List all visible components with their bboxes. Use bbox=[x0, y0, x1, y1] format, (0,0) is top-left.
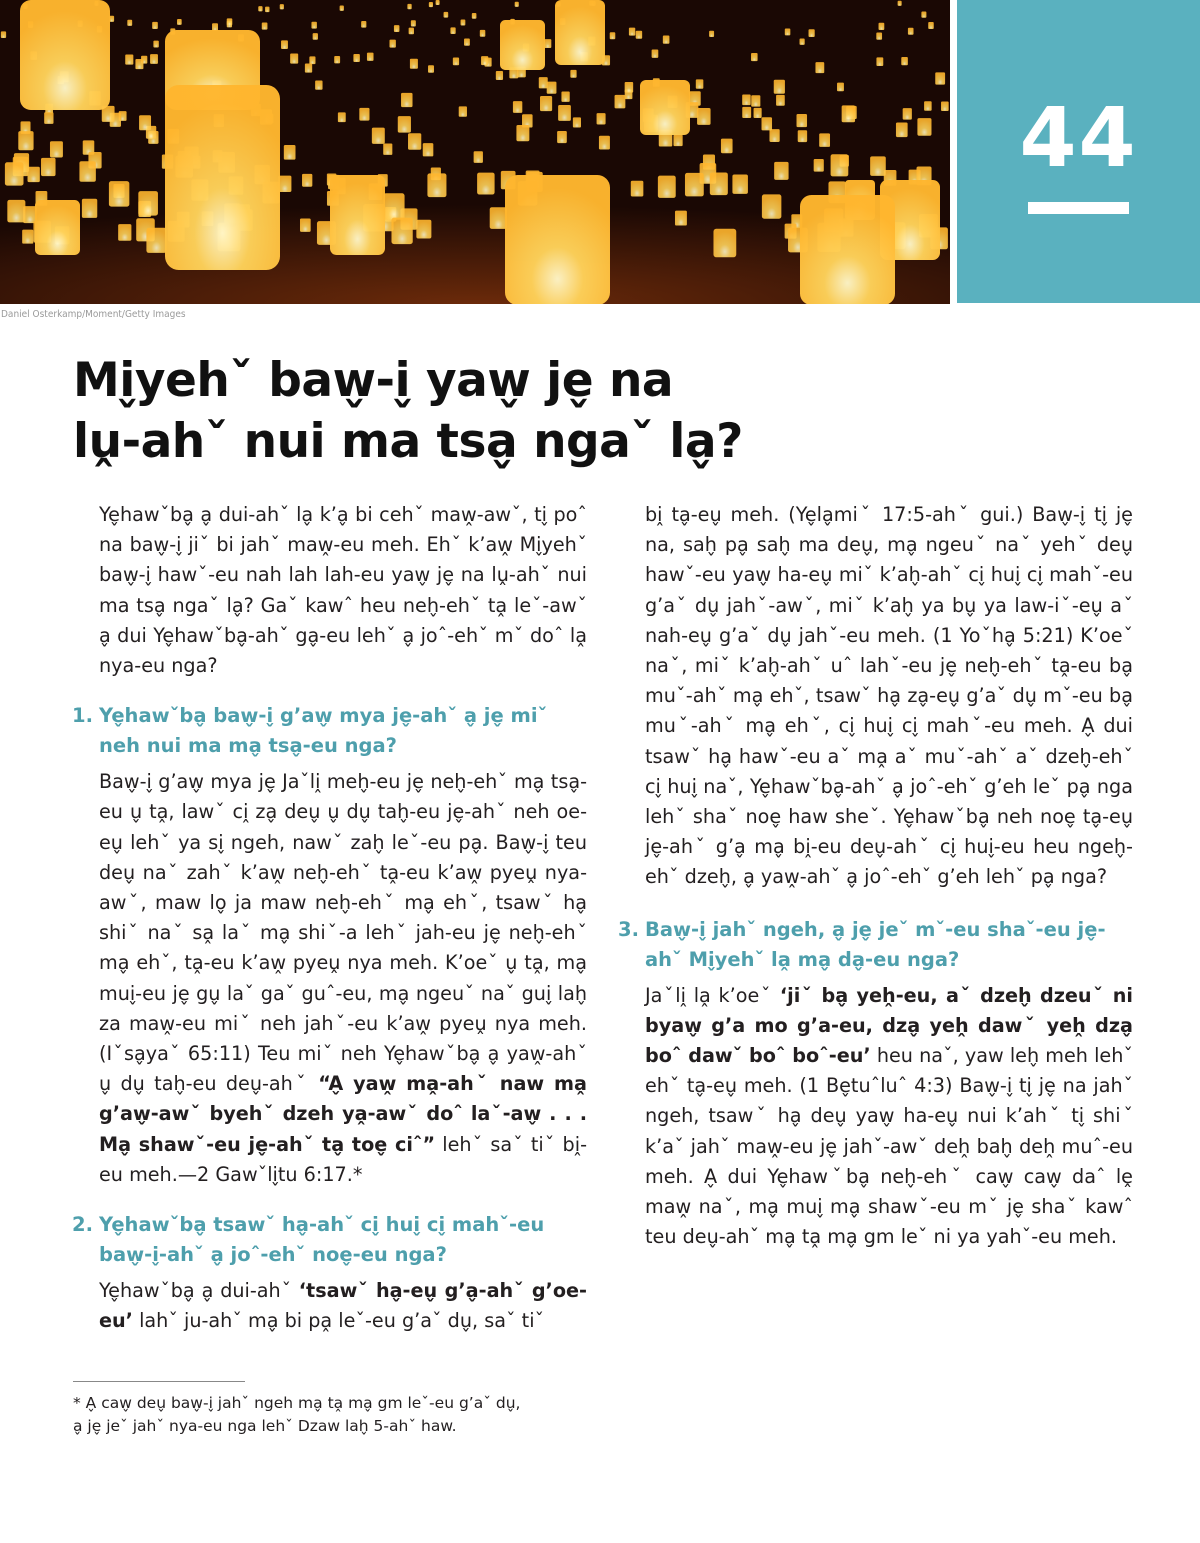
section-1-question bbox=[72, 701, 587, 761]
sky-lantern bbox=[79, 161, 95, 182]
sky-lantern bbox=[539, 77, 548, 88]
lesson-title-line-2: lṷ-ahˇ nui ma tsa̬ ngaˇ la̬? bbox=[73, 414, 743, 469]
sky-lantern bbox=[28, 167, 40, 182]
sky-lantern bbox=[429, 2, 433, 7]
sky-lantern bbox=[383, 144, 392, 155]
sky-lanterns-illustration bbox=[0, 0, 950, 304]
sky-lantern bbox=[685, 173, 704, 197]
sky-lantern bbox=[599, 136, 610, 150]
sky-lantern bbox=[547, 82, 557, 94]
section-2-paragraph-continued: bi̭ ta̬-eu̬ meh. (Ye̬la̬miˇ 17:5-ahˇ gui.) Baw̬-i̬ ti̬ je̬ na, sah̬ pa̬ sah̬ ma deu̬, ma̬ ngeuˇ naˇ yehˇ deu̬ hawˇ-eu yaw̬ ha-eu̬ miˇ k’ah̬-ahˇ ci̬ hui̬ ci̬ mahˇ-eu g’aˇ du̬ jahˇ-awˇ, miˇ k’ah̬ ya bu̬ ya law-iˇ-eu̬ aˇ nah-eu̬ g’aˇ du̬ jahˇ-eu meh. (1 Yoˇha̬ 5:21) K’oeˇ naˇ, miˇ k’ah̬-ahˇ uˆ lahˇ-eu je̬ neh̬-ehˇ ta̭-eu ba̬ muˇ-ahˇ ma̬ ehˇ, tsawˇ ha̬ za̬-eu̬ g’aˇ du̬ mˇ-eu ba̬ muˇ-ahˇ ma̬ ehˇ, ci̬ hui̬ ci̬ mahˇ-eu meh. A̬ dui tsawˇ ha̬ hawˇ-eu aˇ ma̭ aˇ muˇ-ahˇ aˇ dzeh̬-ehˇ ci̬ hui̬ naˇ, Ye̬hawˇba̬-ahˇ a̬ joˆ-ehˇ g’eh leˇ pa̬ nga lehˇ shaˇ noe̬ haw sheˇ. Ye̬hawˇba̬ neh noe̬ ta̬-eu̬ je̬-ahˇ g’a̬ ma̬ bi̭-eu deu̬-ahˇ ci̬ hui̬-eu heu ngeh̬-ehˇ dzeh̬, a̬ yaw̭-ahˇ a̬ joˆ-ehˇ g’eh lehˇ pa̬ nga? bbox=[645, 503, 1133, 889]
sky-lantern bbox=[573, 117, 581, 127]
section-3-question bbox=[618, 915, 1133, 975]
sky-lantern bbox=[367, 53, 374, 61]
sky-lantern bbox=[436, 0, 440, 5]
section-2-number: 2. bbox=[72, 1213, 93, 1237]
sky-lantern bbox=[416, 220, 431, 239]
sky-lantern bbox=[540, 96, 552, 111]
sky-lantern bbox=[138, 191, 158, 216]
sky-lantern bbox=[721, 139, 733, 154]
sky-lantern bbox=[127, 20, 132, 26]
sky-lantern bbox=[7, 200, 25, 223]
sky-lantern bbox=[675, 211, 687, 226]
section-2-text: Ye̬hawˇba̬ a̬ dui-ahˇ bbox=[99, 1279, 299, 1303]
sky-lantern bbox=[557, 131, 567, 143]
sky-lantern bbox=[697, 108, 710, 125]
sky-lantern bbox=[334, 56, 340, 63]
sky-lantern bbox=[798, 130, 807, 142]
sky-lantern bbox=[280, 4, 284, 9]
sky-lantern bbox=[696, 79, 704, 88]
sky-lantern bbox=[713, 229, 736, 257]
sky-lantern bbox=[490, 207, 507, 229]
section-2-question bbox=[72, 1210, 587, 1270]
sky-lantern bbox=[474, 151, 483, 163]
right-column bbox=[618, 500, 1134, 1252]
lesson-title-line-1: Mi̬yehˇ baw̬-i̬ yaw̬ je̬ na bbox=[73, 353, 674, 408]
sky-lantern bbox=[908, 28, 914, 35]
sky-lantern bbox=[776, 95, 785, 106]
sky-lantern bbox=[50, 141, 63, 157]
sky-lantern bbox=[302, 174, 312, 187]
section-1-question-text: Ye̬hawˇba̬ baw̬-i̬ g’aw̬ mya je̬-ahˇ a̬ je̬ miˇ neh nui ma ma̬ tsa̬-eu nga? bbox=[99, 704, 548, 758]
sky-lantern bbox=[338, 112, 346, 122]
sky-lantern bbox=[652, 49, 659, 57]
sky-lantern bbox=[544, 39, 551, 48]
sky-lantern bbox=[153, 41, 158, 48]
lesson-number-badge bbox=[957, 0, 1200, 303]
sky-lantern bbox=[831, 154, 849, 176]
sky-lantern bbox=[313, 33, 318, 40]
sky-lantern bbox=[742, 94, 751, 105]
sky-lantern bbox=[842, 105, 855, 122]
footnote-line-2: a̬ je̬ jeˇ jahˇ nya-eu nga lehˇ Dzaw lah̬ 5-ahˇ haw. bbox=[73, 1417, 457, 1435]
sky-lantern bbox=[453, 57, 459, 65]
sky-lantern bbox=[941, 101, 949, 111]
sky-lantern bbox=[901, 57, 908, 65]
sky-lantern bbox=[408, 133, 421, 150]
sky-lantern bbox=[769, 129, 779, 142]
sky-lantern bbox=[935, 72, 945, 84]
sky-lantern bbox=[809, 29, 815, 37]
sky-lantern bbox=[383, 193, 404, 219]
sky-lantern bbox=[22, 230, 33, 244]
sky-lantern bbox=[359, 108, 369, 121]
sky-lantern bbox=[876, 57, 883, 66]
sky-lantern bbox=[262, 23, 268, 30]
sky-lantern bbox=[394, 25, 399, 32]
sky-lantern bbox=[428, 65, 434, 72]
sky-lantern bbox=[800, 38, 805, 44]
sky-lantern bbox=[389, 40, 395, 48]
sky-lantern bbox=[710, 173, 728, 196]
section-2-scripture-quote: ‘tsawˇ ha̬-eu̬ g’a̬-ahˇ g’oe-eu’ bbox=[99, 1279, 587, 1333]
sky-lantern bbox=[227, 18, 233, 25]
sky-lantern bbox=[876, 33, 882, 40]
sky-lantern bbox=[152, 22, 158, 29]
sky-lantern bbox=[353, 54, 359, 62]
sky-lantern bbox=[561, 92, 569, 102]
sky-lantern bbox=[41, 158, 56, 176]
sky-lantern bbox=[515, 2, 519, 7]
sky-lantern bbox=[311, 22, 316, 29]
sky-lantern bbox=[615, 95, 626, 109]
sky-lantern bbox=[570, 70, 576, 78]
sky-lantern bbox=[797, 114, 808, 127]
sky-lantern bbox=[278, 176, 291, 192]
section-2-question-text: Ye̬hawˇba̬ tsawˇ ha̬-ahˇ ci̬ hui̬ ci̬ mahˇ-eu baw̬-i̬-ahˇ a̬ joˆ-ehˇ noe̬-eu nga? bbox=[99, 1213, 545, 1267]
photo-credit: Daniel Osterkamp/Moment/Getty Images bbox=[1, 309, 186, 320]
sky-lantern bbox=[837, 83, 844, 92]
sky-lantern bbox=[410, 59, 418, 69]
sky-lantern bbox=[555, 0, 605, 65]
section-1-citation: lehˇ saˇ tiˇ bi̭-eu meh.—2 Gawˇli̬tu 6:17.* bbox=[99, 1132, 587, 1186]
sky-lantern bbox=[928, 22, 934, 29]
sky-lantern bbox=[461, 20, 466, 26]
sky-lantern bbox=[330, 175, 385, 255]
section-3-number: 3. bbox=[618, 917, 639, 941]
sky-lantern bbox=[658, 176, 676, 198]
sky-lantern bbox=[774, 162, 788, 180]
sky-lantern bbox=[444, 12, 449, 18]
sky-lantern bbox=[35, 200, 80, 255]
section-1-number: 1. bbox=[72, 704, 93, 728]
sky-lantern bbox=[751, 95, 760, 106]
sky-lantern bbox=[898, 1, 902, 6]
sky-lantern bbox=[409, 28, 414, 35]
footnote bbox=[73, 1392, 593, 1438]
sky-lantern bbox=[109, 181, 129, 207]
sky-lantern bbox=[625, 82, 634, 93]
sky-lantern bbox=[819, 133, 830, 147]
sky-lantern bbox=[631, 181, 644, 197]
section-1-paragraph bbox=[99, 767, 587, 1190]
sky-lantern bbox=[401, 93, 412, 107]
sky-lantern bbox=[177, 19, 182, 25]
sky-lantern bbox=[450, 27, 455, 34]
lesson-title bbox=[73, 350, 773, 472]
sky-lantern bbox=[20, 0, 110, 110]
sky-lantern bbox=[407, 4, 411, 9]
sky-lantern bbox=[427, 173, 446, 197]
sky-lantern bbox=[800, 195, 895, 304]
sky-lantern bbox=[477, 173, 494, 195]
sky-lantern bbox=[558, 105, 571, 121]
sky-lantern bbox=[82, 199, 97, 218]
sky-lantern bbox=[762, 194, 781, 218]
sky-lantern bbox=[18, 131, 33, 150]
sky-lantern bbox=[500, 20, 545, 70]
sky-lantern bbox=[815, 62, 824, 73]
sky-lantern bbox=[284, 145, 296, 160]
footnote-divider bbox=[73, 1381, 245, 1382]
sky-lantern bbox=[762, 117, 773, 130]
sky-lantern bbox=[300, 218, 311, 231]
section-2-text-cont: lahˇ ju-ahˇ ma̬ bi pa̭ leˇ-eu g’aˇ du̬, saˇ tiˇ bbox=[132, 1309, 545, 1333]
intro-paragraph: Ye̬hawˇba̬ a̬ dui-ahˇ la̬ k’a̬ bi cehˇ maw̭-awˇ, ti̬ poˆ na baw̬-i̬ jiˇ bi jahˇ maw̭-eu meh. Ehˇ k’aw̭ Mi̬yehˇ baw̬-i̬ hawˇ-eu nah lah lah-eu yaw̬ je̬ na lṷ-ahˇ nui ma tsa̬ ngaˇ la̬? Gaˇ kawˆ heu neh̬-ehˇ ta̭ leˇ-awˇ a̬ dui Ye̬hawˇba̬-ahˇ ga̬-eu lehˇ a̬ joˆ-ehˇ mˇ doˆ la̭ nya-eu nga? bbox=[99, 503, 587, 678]
sky-lantern bbox=[5, 162, 24, 185]
badge-underline bbox=[1028, 202, 1129, 214]
sky-lantern bbox=[361, 21, 366, 28]
sky-lantern bbox=[398, 116, 411, 132]
sky-lantern bbox=[290, 54, 298, 64]
sky-lantern bbox=[118, 224, 131, 241]
sky-lantern bbox=[258, 6, 262, 11]
sky-lantern bbox=[597, 113, 606, 124]
sky-lantern bbox=[505, 175, 610, 304]
sky-lantern bbox=[629, 28, 635, 36]
section-3-text: Jaˇli̭ la̭ k’oeˇ bbox=[645, 983, 780, 1007]
sky-lantern bbox=[464, 39, 470, 46]
sky-lantern bbox=[663, 36, 670, 44]
sky-lantern bbox=[315, 81, 322, 90]
sky-lantern bbox=[496, 71, 503, 80]
sky-lantern bbox=[480, 30, 486, 37]
sky-lantern bbox=[751, 53, 758, 61]
sky-lantern bbox=[516, 125, 529, 141]
sky-lantern bbox=[139, 115, 151, 130]
sky-lantern bbox=[146, 228, 166, 253]
sky-lantern bbox=[774, 80, 785, 94]
sky-lantern bbox=[459, 106, 467, 116]
sky-lantern bbox=[921, 12, 926, 18]
sky-lantern bbox=[610, 32, 616, 39]
sky-lantern bbox=[305, 64, 312, 73]
sky-lantern bbox=[212, 23, 218, 30]
sky-lantern bbox=[391, 218, 412, 245]
sky-lantern bbox=[135, 59, 143, 69]
sky-lantern bbox=[673, 135, 682, 146]
section-2-paragraph-start bbox=[99, 1276, 587, 1336]
sky-lantern bbox=[472, 13, 477, 19]
sky-lantern bbox=[814, 159, 824, 172]
sky-lantern bbox=[903, 108, 912, 120]
sky-lantern bbox=[423, 143, 434, 156]
sky-lantern bbox=[896, 122, 908, 137]
sky-lantern bbox=[732, 174, 747, 193]
sky-lantern bbox=[636, 31, 642, 39]
section-1-text: Baw̬-i̬ g’aw̬ mya je̬ Jaˇli̭ meh̬-eu je̬ neh̬-ehˇ ma̬ tsa̬-eu u̬ ta̭, lawˇ ci̭ za̬ deu̬ u̬ du̬ tah̬-eu je̬-ahˇ neh oe-eu̬ lehˇ ya si̬ ngeh, nawˇ zah̬ leˇ-eu pa̬. Baw̬-i̬ teu deu̬ naˇ zahˇ k’aw̭ neh̬-ehˇ ta̭-eu k’aw̭ pyeṷ nya-awˇ, maw lo̬ ja maw neh̬-ehˇ ma̬ ehˇ, tsawˇ ha̬ shiˇ naˇ sa̭ laˇ ma̬ shiˇ-a lehˇ jah-eu je̬ neh̬-ehˇ ma̬ ehˇ, ta̭-eu k’aw̭ pyeṷ nya meh. K’oeˇ u̬ ta̭, ma̬ mui̬-eu je̬ gu̬ laˇ gaˇ guˆ-eu, ma̬ ngeuˇ naˇ gui̬ lah̬ za maw̭-eu miˇ neh jahˇ-eu k’aw̭ pyeṷ nya meh. (Iˇsa̬yaˇ 65:11) Teu miˇ neh Ye̬hawˇba̬ a̬ yaw̭-ahˇ u̬ du̬ tah̬-eu deu̬-ahˇ bbox=[99, 770, 587, 1096]
sky-lantern bbox=[754, 108, 762, 118]
sky-lantern bbox=[785, 28, 791, 35]
sky-lantern bbox=[870, 156, 886, 176]
hero-photo bbox=[0, 0, 950, 304]
sky-lantern bbox=[917, 118, 931, 136]
sky-lantern bbox=[125, 54, 133, 64]
sky-lantern bbox=[150, 54, 158, 64]
sky-lantern bbox=[1, 31, 6, 38]
sky-lantern bbox=[742, 107, 751, 118]
sky-lantern bbox=[481, 56, 488, 65]
sky-lantern bbox=[640, 80, 690, 135]
lesson-number: 44 bbox=[1019, 91, 1138, 186]
sky-lantern bbox=[924, 101, 932, 110]
sky-lantern bbox=[513, 101, 522, 113]
section-3-scripture-quote: ‘jiˇ ba̬ yeh̭-eu, aˇ dzeh̬ dzeuˇ ni byaw̬ g’a mo g’a-eu, dza̬ yeh̭ dawˇ yeh̭ dza̬ boˆ dawˇ boˆ boˆ-eu’ bbox=[645, 983, 1133, 1068]
section-3-paragraph bbox=[645, 981, 1133, 1253]
sky-lantern bbox=[44, 112, 53, 124]
sky-lantern bbox=[165, 85, 280, 270]
sky-lantern bbox=[709, 31, 714, 37]
sky-lantern bbox=[309, 56, 315, 64]
left-column bbox=[72, 500, 587, 1336]
section-3-question-text: Baw̬-i̬ jahˇ ngeh, a̬ je̬ jeˇ mˇ-eu shaˇ-eu je̬-ahˇ Mi̬yehˇ la̭ ma̬ da̬-eu nga? bbox=[645, 917, 1106, 971]
footnote-line-1: * A̬ caw̬ deu̬ baw̬-i̬ jahˇ ngeh ma̬ ta̭ ma̬ gm leˇ-eu g’aˇ du̬, bbox=[73, 1394, 521, 1412]
sky-lantern bbox=[372, 128, 385, 144]
sky-lantern bbox=[879, 23, 885, 30]
sky-lantern bbox=[265, 7, 269, 13]
sky-lantern bbox=[281, 40, 288, 49]
section-3-text-cont: heu naˇ, yaw leh̬ meh lehˇ ehˇ ta̬-eu̬ meh. (1 Be̬tuˆluˆ 4:3) Baw̬-i̬ ti̬ je̬ na jahˇ ngeh, tsawˇ ha̬ deu̬ yaw̬ ha-eu̬ nui k’ahˇ ti̬ shiˇ k’aˇ jahˇ maw̭-eu je̬ jahˇ-awˇ deh̭ bah̬ deh̭ muˆ-eu meh. A̬ dui Ye̬hawˇba̬ neh̬-ehˇ caw̬ caw̬ daˆ lḙ maw̭ naˇ, ma̬ mui̬ ma̬ shawˇ-eu mˇ je̬ shaˇ kawˆ teu deu̬-ahˇ ma̬ ta̭ ma̬ gm leˇ ni ya yahˇ-eu meh. bbox=[645, 1044, 1134, 1249]
sky-lantern bbox=[411, 20, 416, 26]
section-1-scripture-quote: “A̬ yaw̭ ma̭-ahˇ naw ma̭ g’aw̬-awˇ byehˇ dzeh ya̭-awˇ doˆ laˇ-aw̬ . . . Ma̬ shawˇ-eu je̬-ahˇ ta̬ toe̬ ciˆ” bbox=[99, 1072, 587, 1156]
sky-lantern bbox=[340, 6, 344, 11]
